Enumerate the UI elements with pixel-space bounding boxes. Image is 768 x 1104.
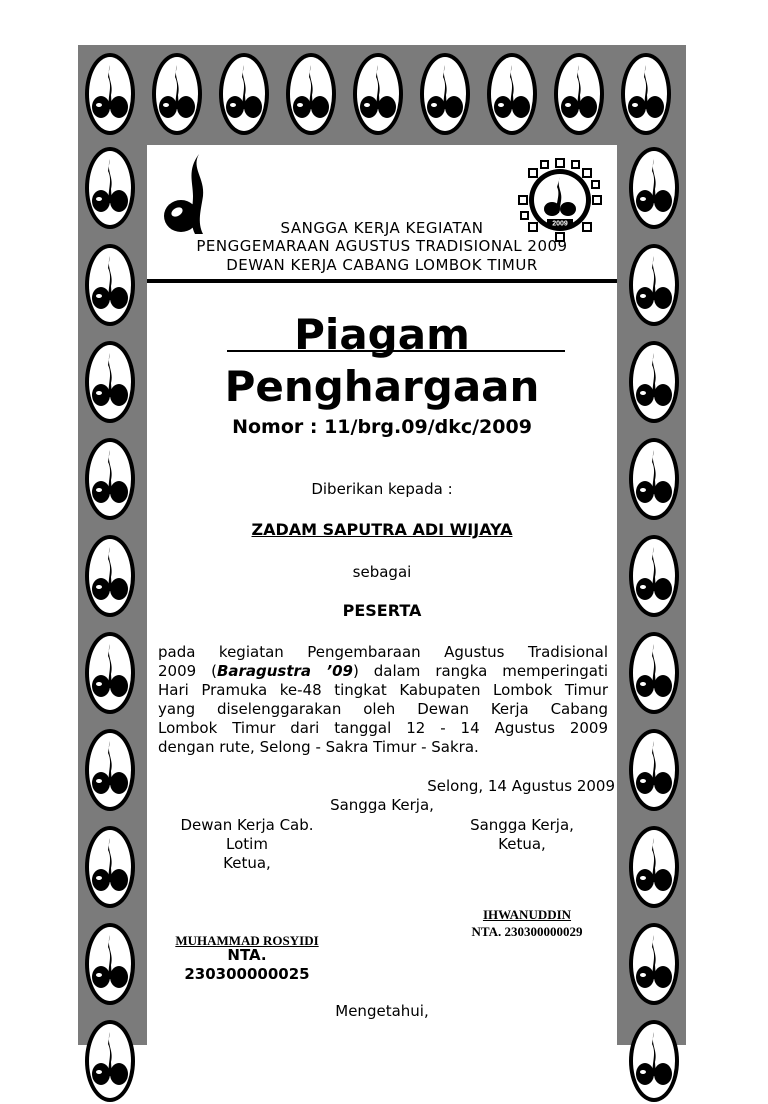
border-medallion [628,436,680,522]
right-signatory-nta: NTA. 230300000029 [471,924,583,939]
header-divider [147,279,617,283]
right-org: Sangga Kerja, [470,816,574,834]
acknowledged-label: Mengetahui, [335,1002,429,1020]
body-line-2 [158,662,608,681]
right-role: Ketua, [498,835,546,853]
place-date: Selong, 14 Agustus 2009 [427,777,615,795]
border-medallion [84,824,136,910]
as-label: sebagai [352,563,412,581]
body-line-4: yang diselenggarakan oleh Dewan Kerja Cabang [158,700,608,718]
border-medallion [151,51,203,137]
body-line-2-post: ) dalam rangka memperingati [352,662,609,680]
left-signatory-nta: 230300000025 [184,965,310,983]
border-medallion [628,339,680,425]
title-penghargaan: Penghargaan [224,362,540,411]
border-medallion [84,339,136,425]
border-medallion [628,630,680,716]
certificate-paper [147,145,617,1045]
border-medallion [285,51,337,137]
badge-year: 2009 [552,220,568,228]
header-line-1: SANGGA KERJA KEGIATAN [280,219,484,237]
body-line-3: Hari Pramuka ke-48 tingkat Kabupaten Lombok Timur [158,681,608,699]
role-label: PESERTA [342,601,422,620]
event-abbreviation: Baragustra ’09 [216,662,353,680]
border-medallion [84,630,136,716]
border-medallion [84,921,136,1007]
certificate-number: Nomor : 11/brg.09/dkc/2009 [232,416,532,438]
border-medallion [84,436,136,522]
border-medallion [628,1018,680,1104]
certificate-body-text [158,643,608,757]
border-medallion [352,51,404,137]
body-line-1: pada kegiatan Pengembaraan Agustus Tradisional [158,643,608,661]
left-role: Ketua, [223,854,271,872]
given-to-label: Diberikan kepada : [311,480,453,498]
title-piagam: Piagam [294,310,470,359]
recipient-name: ZADAM SAPUTRA ADI WIJAYA [251,520,513,539]
border-medallion [84,727,136,813]
border-medallion [84,145,136,231]
sangga-kerja-top: Sangga Kerja, [330,796,434,814]
body-line-2-pre: 2009 ( [158,662,217,680]
body-line-6: dengan rute, Selong - Sakra Timur - Sakra. [158,738,479,756]
border-medallion [628,242,680,328]
border-medallion [84,242,136,328]
left-org-line-2: Lotim [226,835,268,853]
border-medallion [84,51,136,137]
border-medallion [84,1018,136,1104]
body-line-5: Lombok Timur dari tanggal 12 - 14 Agustus 2009 [158,719,608,737]
border-medallion [628,824,680,910]
border-medallion [486,51,538,137]
border-medallion [84,533,136,619]
border-medallion [628,533,680,619]
header-line-3: DEWAN KERJA CABANG LOMBOK TIMUR [226,256,538,274]
left-signatory-name: MUHAMMAD ROSYIDI [175,933,319,948]
border-medallion [628,145,680,231]
border-medallion [620,51,672,137]
left-nta-label: NTA. [227,946,267,964]
border-medallion [628,921,680,1007]
border-medallion [553,51,605,137]
left-org-line-1: Dewan Kerja Cab. [180,816,314,834]
right-signatory-name: IHWANUDDIN [482,907,572,922]
header-line-2: PENGGEMARAAN AGUSTUS TRADISIONAL 2009 [196,237,568,255]
border-medallion [419,51,471,137]
border-medallion [628,727,680,813]
border-medallion [218,51,270,137]
